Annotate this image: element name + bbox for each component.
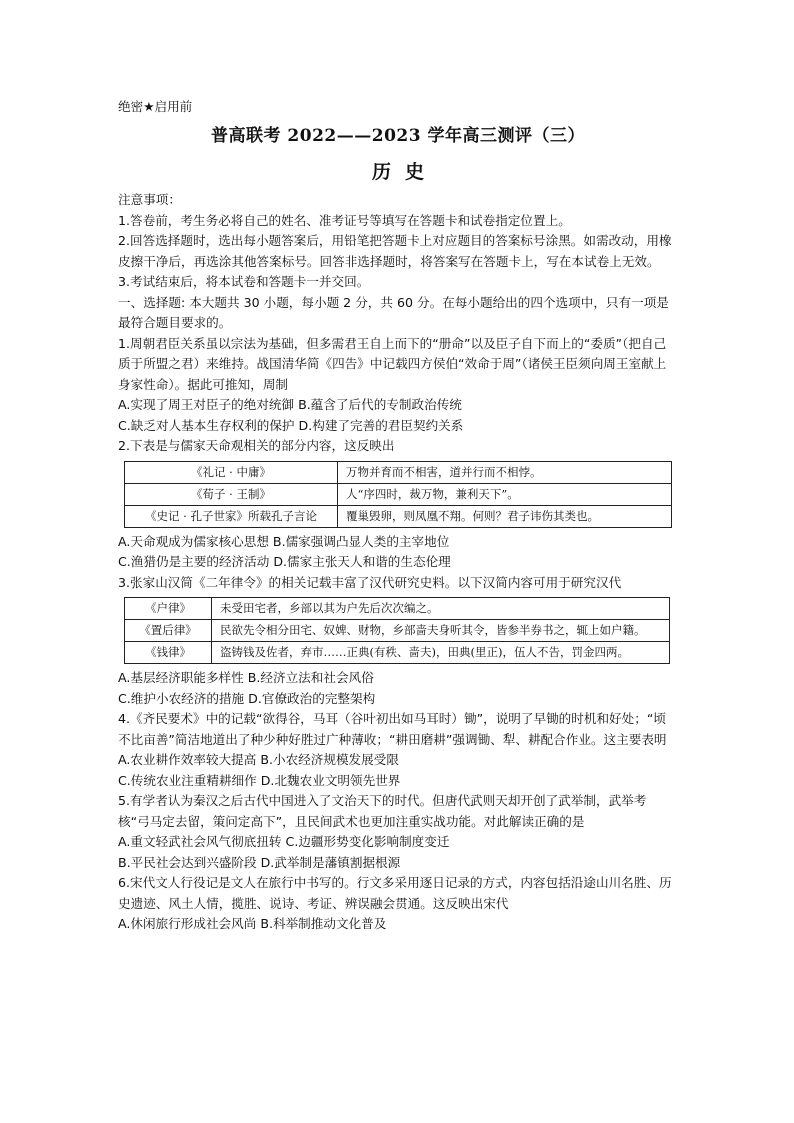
table-cell-content: 万物并育而不相害，道并行而不相悖。 xyxy=(338,461,672,483)
table-cell-content: 盗铸钱及佐者，弃市……正典(有秩、啬夫)，田典(里正)，伍人不告，罚金四两。 xyxy=(212,642,670,664)
question-options: A.休闲旅行形成社会风尚 B.科举制推动文化普及 xyxy=(118,916,387,931)
question-options: A.重文轻武社会风气彻底扭转 C.边疆形势变化影响制度变迁 xyxy=(118,834,450,849)
table-cell-content: 覆巢毁卵，则凤凰不翔。何则？君子讳伤其类也。 xyxy=(338,505,672,527)
note-item: 3.考试结束后，将本试卷和答题卡一并交回。 xyxy=(118,274,370,289)
question-stem: 5.有学者认为秦汉之后古代中国进入了文治天下的时代。但唐代武则天却开创了武举制，武举考核“弓马定去留，策问定高下”，且民间武术也更加注重实战功能。对此解读正确的是 xyxy=(118,793,647,829)
question-options: C.渔猎仍是主要的经济活动 D.儒家主张天人和谐的生态伦理 xyxy=(118,554,451,569)
source-table xyxy=(124,597,670,664)
table-cell-source: 《礼记 · 中庸》 xyxy=(125,461,338,483)
table-cell-content: 民欲先令相分田宅、奴婢、财物，乡部啬夫身听其令，皆参半券书之，辄上如户籍。 xyxy=(212,620,670,642)
question-options: C.维护小农经济的措施 D.官僚政治的完整架构 xyxy=(118,690,376,706)
table-cell-source: 《荀子 · 王制》 xyxy=(125,483,338,505)
exam-title: 普高联考 2022——2023 学年高三测评（三） xyxy=(211,126,585,146)
note-item: 1.答卷前，考生务必将自己的姓名、准考证号等填写在答题卡和试卷指定位置上。 xyxy=(118,212,571,228)
source-table xyxy=(124,461,672,528)
table-cell-source: 《史记 · 孔子世家》所载孔子言论 xyxy=(125,505,338,527)
table-row xyxy=(125,483,672,505)
table-cell-source: 《钱律》 xyxy=(125,642,212,664)
question-options: C.传统农业注重精耕细作 D.北魏农业文明领先世界 xyxy=(118,772,401,788)
table-row xyxy=(125,642,670,664)
question-5 xyxy=(118,791,678,873)
section-heading: 一、选择题: 本大题共 30 小题，每小题 2 分，共 60 分。在每小题给出的四个选项中，只有一项是最符合题目要求的。 xyxy=(118,294,669,330)
question-options: A.实现了周王对臣子的绝对统御 B.蕴含了后代的专制政治传统 xyxy=(118,397,462,412)
question-6 xyxy=(118,873,678,935)
question-options: B.平民社会达到兴盛阶段 D.武举制是藩镇割据根源 xyxy=(118,854,401,870)
question-stem: 1.周朝君臣关系虽以宗法为基础，但多需君王自上而下的“册命”以及臣子自下而上的“委质”（把自己质于所盟之君）来维持。战国清华简《四告》中记载四方侯伯“效命于周”（诸侯王臣须向周王室献上身家性命）。据此可推知，周制 xyxy=(118,335,667,392)
question-options: C.缺乏对人基本生存权利的保护 D.构建了完善的君臣契约关系 xyxy=(118,417,464,433)
table-row xyxy=(125,461,672,483)
question-stem: 3.张家山汉简《二年律令》的相关记载丰富了汉代研究史料。以下汉简内容可用于研究汉代 xyxy=(118,574,622,590)
note-item: 2.回答选择题时，选出每小题答案后，用铅笔把答题卡上对应题目的答案标号涂黑。如需改动，用橡皮擦干净后，再选涂其他答案标号。回答非选择题时，将答案写在答题卡上，写在本试卷上无效。 xyxy=(118,233,672,269)
table-cell-content: 未受田宅者，乡部以其为户先后次次编之。 xyxy=(212,598,670,620)
table-row xyxy=(125,505,672,527)
notes-heading: 注意事项： xyxy=(118,192,181,207)
table-cell-source: 《置后律》 xyxy=(125,620,212,642)
question-options: A.基层经济职能多样性 B.经济立法和社会风俗 xyxy=(118,670,374,685)
question-3 xyxy=(118,573,678,710)
table-cell-content: 人“序四时，裁万物，兼利天下”。 xyxy=(338,483,672,505)
question-4 xyxy=(118,709,678,791)
question-stem: 4.《齐民要术》中的记载“欲得谷，马耳（谷叶初出如马耳时）锄”，说明了早锄的时机和好处；“顷不比亩善”简洁地道出了种少种好胜过广种薄收；“耕田磨耕”强调锄、犁、耕配合作业。这主要表明 xyxy=(118,711,667,747)
question-stem: 6.宋代文人行役记是文人在旅行中书写的。行文多采用逐日记录的方式，内容包括沿途山川名胜、历史遗迹、风土人情，揽胜、说诗、考证、辨误融会贯通。这反映出宋代 xyxy=(118,875,672,911)
table-cell-source: 《户律》 xyxy=(125,598,212,620)
subject-title: 历史 xyxy=(371,161,438,183)
table-row xyxy=(125,620,670,642)
table-row xyxy=(125,598,670,620)
question-options: A.天命观成为儒家核心思想 B.儒家强调凸显人类的主宰地位 xyxy=(118,533,450,549)
confidential-mark: 绝密★启用前 xyxy=(118,99,193,114)
question-2 xyxy=(118,436,678,573)
question-stem: 2.下表是与儒家天命观相关的部分内容，这反映出 xyxy=(118,438,395,453)
exam-page xyxy=(118,97,678,935)
question-options: A.农业耕作效率较大提高 B.小农经济规模发展受限 xyxy=(118,752,399,767)
question-1 xyxy=(118,334,678,437)
